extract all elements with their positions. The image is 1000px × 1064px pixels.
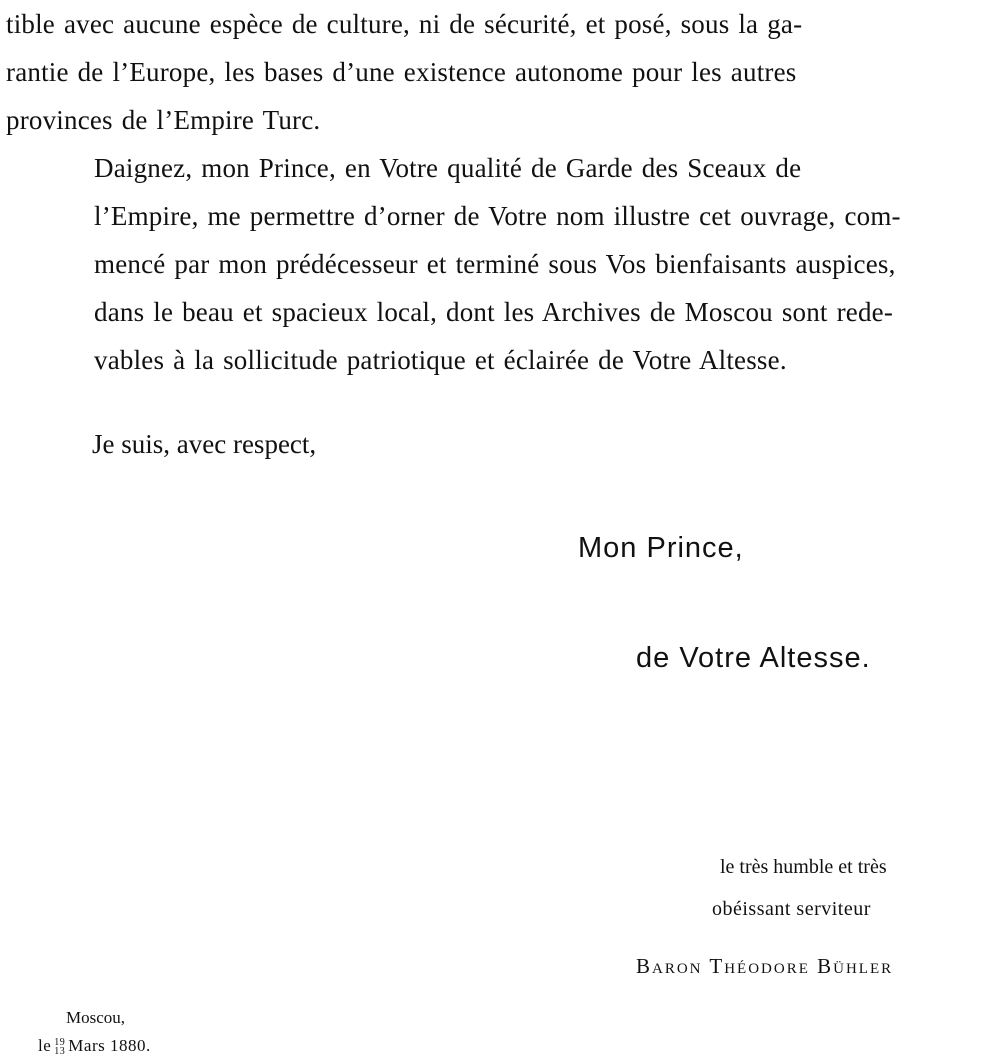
paragraph-2-line-3: mencé par mon prédécesseur et terminé sous Vos bienfaisants auspices, — [94, 249, 896, 279]
paragraph-2-line-5: vables à la sollicitude patriotique et éclairée de Votre Altesse. — [94, 345, 787, 375]
paragraph-2-line-2: l’Empire, me permettre d’orner de Votre nom illustre cet ouvrage, com- — [94, 201, 901, 231]
date-day-bottom: 13 — [54, 1046, 66, 1058]
date-prefix: le — [38, 1036, 52, 1055]
salutation-votre-altesse: de Votre Altesse. — [636, 642, 871, 674]
paragraph-2-line-4: dans le beau et spacieux local, dont les Archives de Moscou sont rede- — [94, 297, 894, 327]
paragraph-2-line-1: Daignez, mon Prince, en Votre qualité de Garde des Sceaux de — [94, 153, 802, 183]
date-day-fraction — [54, 1038, 65, 1056]
signature: Baron Théodore Bühler — [636, 954, 894, 978]
paragraph-1-line-1: tible avec aucune espèce de culture, ni de sécurité, et posé, sous la ga- — [6, 9, 803, 39]
letter-paragraph-2 — [6, 144, 996, 384]
servant-line-1: le très humble et très — [720, 856, 887, 878]
servant-line-2: obéissant serviteur — [712, 898, 871, 920]
paragraph-1-line-3: provinces de l’Empire Turc. — [6, 105, 321, 135]
letter-paragraph-1 — [6, 0, 996, 144]
date-line — [38, 1036, 151, 1056]
salutation-mon-prince: Mon Prince, — [578, 532, 744, 564]
date-rest: Mars 1880. — [68, 1036, 151, 1055]
closing-line: Je suis, avec respect, — [92, 429, 317, 459]
date-day-top: 19 — [54, 1037, 66, 1049]
place-line: Moscou, — [66, 1008, 126, 1027]
paragraph-1-line-2: rantie de l’Europe, les bases d’une existence autonome pour les autres — [6, 57, 797, 87]
